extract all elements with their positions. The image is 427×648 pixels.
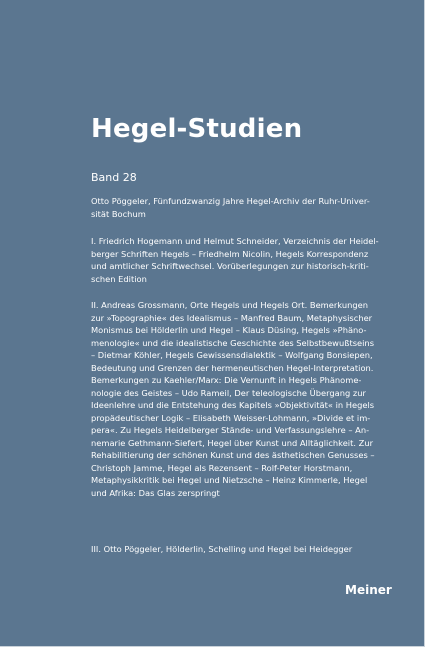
contents-line: Metaphysikkritik bei Hegel und Nietzsche – Heinz Kimmerle, Hegel — [91, 475, 368, 485]
contents-line: propädeutischer Logik – Elisabeth Weisser-Lohmann, »Divide et im- — [91, 412, 371, 423]
contents-paragraph-part-3 — [91, 543, 391, 556]
contents-line: Monismus bei Hölderlin und Hegel – Klaus Düsing, Hegels »Phäno- — [91, 325, 367, 335]
book-title: Hegel-Studien — [91, 114, 303, 144]
contents-paragraph-part-1 — [91, 235, 391, 285]
contents-line: nologie des Geistes – Udo Rameil, Der teleologische Übergang zur — [91, 387, 366, 398]
contents-line: Bemerkungen zu Kaehler/Marx: Die Vernunft in Hegels Phänome- — [91, 375, 362, 385]
volume-number: Band 28 — [91, 171, 137, 184]
contents-line: menologie« und die idealistische Geschichte des Selbstbewußtseins — [91, 337, 375, 348]
contents-line: schen Edition — [91, 273, 147, 284]
contents-line: I. Friedrich Hogemann und Helmut Schneider, Verzeichnis der Heidel- — [91, 236, 379, 246]
contents-paragraph-part-2 — [91, 299, 391, 499]
contents-line: und amtlicher Schriftwechsel. Vorüberlegungen zur historisch-kriti- — [91, 261, 369, 271]
contents-line: Rehabilitierung der schönen Kunst und des ästhetischen Genusses – — [91, 450, 375, 460]
contents-paragraph-intro — [91, 195, 391, 220]
publisher-name: Meiner — [345, 583, 392, 597]
contents-line: zur »Topographie« des Idealismus – Manfred Baum, Metaphysischer — [91, 312, 373, 323]
contents-line: Christoph Jamme, Hegel als Rezensent – Rolf-Peter Horstmann, — [91, 462, 353, 473]
contents-line: Bedeutung und Grenzen der hermeneutischen Hegel-Interpretation. — [91, 362, 374, 373]
contents-line: pera«. Zu Hegels Heidelberger Stände- und Verfassungslehre – An- — [91, 425, 370, 435]
contents-line: II. Andreas Grossmann, Orte Hegels und Hegels Ort. Bemerkungen — [91, 300, 368, 310]
contents-line: und Afrika: Das Glas zerspringt — [91, 487, 220, 498]
contents-line: III. Otto Pöggeler, Hölderlin, Schelling und Hegel bei Heidegger — [91, 544, 353, 554]
contents-line: nemarie Gethmann-Siefert, Hegel über Kunst und Alltäglichkeit. Zur — [91, 437, 373, 448]
contents-line: sität Bochum — [91, 208, 146, 219]
contents-line: Ideenlehre und die Entstehung des Kapitels »Objektivität« in Hegels — [91, 400, 375, 410]
contents-line: berger Schriften Hegels – Friedhelm Nicolin, Hegels Korrespondenz — [91, 248, 369, 259]
contents-line: Otto Pöggeler, Fünfundzwanzig Jahre Hegel-Archiv der Ruhr-Univer- — [91, 196, 370, 206]
contents-line: – Dietmar Köhler, Hegels Gewissensdialektik – Wolfgang Bonsiepen, — [91, 350, 373, 360]
